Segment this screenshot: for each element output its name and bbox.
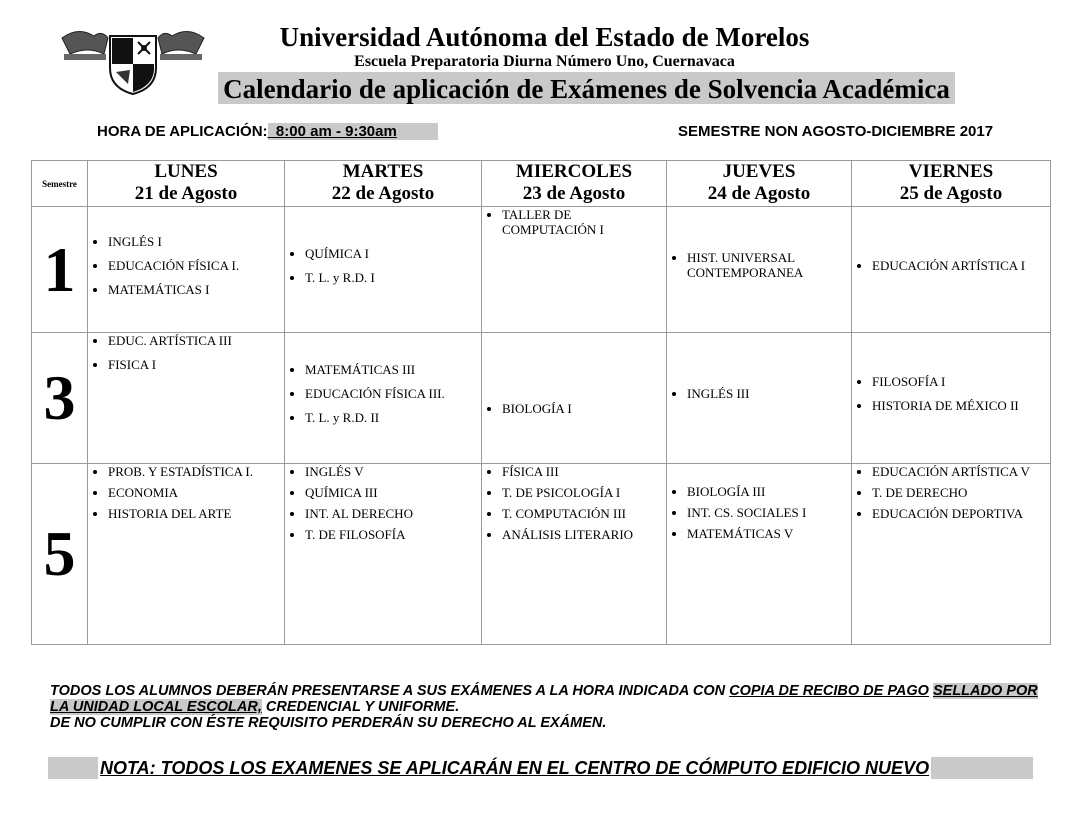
schedule-cell [667,333,852,464]
university-name: Universidad Autónoma del Estado de Morelos [279,22,810,52]
list-item: • BIOLOGÍA III [687,484,851,499]
semester-label: SEMESTRE NON AGOSTO-DICIEMBRE 2017 [678,123,994,140]
schedule-cell [852,333,1051,464]
list-item: • MATEMÁTICAS V [687,526,851,541]
list-item: • EDUCACIÓN FÍSICA I. [108,258,284,273]
table-row [32,333,1051,464]
nota-text: NOTA: TODOS LOS EXAMENES SE APLICARÁN EN EL CENTRO DE CÓMPUTO EDIFICIO NUEVO [100,758,930,778]
list-item: • T. DE PSICOLOGÍA I [502,485,666,500]
schedule-cell [667,207,852,333]
schedule-cell [88,207,285,333]
semester-header: Semestre [32,161,88,207]
list-item: • EDUCACIÓN ARTÍSTICA I [872,258,1050,273]
list-item: • INT. AL DERECHO [305,506,481,521]
schedule-cell [285,207,482,333]
list-item: • PROB. Y ESTADÍSTICA I. [108,464,284,479]
list-item: • QUÍMICA I [305,246,481,261]
schedule-cell [88,464,285,645]
schedule-cell [667,464,852,645]
schedule-cell [852,464,1051,645]
receipt-requirement: COPIA DE RECIBO DE PAGO [729,683,929,699]
nota-banner [48,757,1033,779]
schedule-cell [285,464,482,645]
list-item: • QUÍMICA III [305,485,481,500]
list-item: • INGLÉS I [108,234,284,249]
schedule-cell [482,207,667,333]
list-item: • BIOLOGÍA I [502,401,666,416]
list-item: • INT. CS. SOCIALES I [687,505,851,520]
list-item: • T. DE FILOSOFÍA [305,527,481,542]
list-item: • FISICA I [108,357,284,372]
semester-number: 3 [32,333,88,464]
requirements-notice: TODOS LOS ALUMNOS DEBERÁN PRESENTARSE A SUS EXÁMENES A LA HORA INDICADA CON COPIA DE RECIBO DE PAGO SELLADO POR LA UNIDAD LOCAL ESCOLAR, CREDENCIAL Y UNIFORME. DE NO CUMPLIR CON ÉSTE REQUISITO PERDERÁN SU DERECHO AL EXÁMEN. [50,683,1038,731]
list-item: • FILOSOFÍA I [872,374,1050,389]
list-item: • T. COMPUTACIÓN III [502,506,666,521]
list-item: • INGLÉS V [305,464,481,479]
semester-number: 5 [32,464,88,645]
list-item: • HIST. UNIVERSAL CONTEMPORANEA [687,250,851,280]
day-header-wednesday: MIERCOLES 23 de Agosto [482,161,667,207]
list-item: • INGLÉS III [687,386,851,401]
schedule-cell [852,207,1051,333]
day-header-tuesday: MARTES 22 de Agosto [285,161,482,207]
list-item: • HISTORIA DE MÉXICO II [872,398,1050,413]
day-header-monday: LUNES 21 de Agosto [88,161,285,207]
list-item: • T. L. y R.D. II [305,410,481,425]
table-header-row [32,161,1051,207]
list-item: • ANÁLISIS LITERARIO [502,527,666,542]
list-item: • EDUC. ARTÍSTICA III [108,333,284,348]
stamp-requirement: SELLADO POR LA UNIDAD LOCAL ESCOLAR, [50,683,1038,715]
list-item: • FÍSICA III [502,464,666,479]
list-item: • T. L. y R.D. I [305,270,481,285]
semester-number: 1 [32,207,88,333]
penalty-notice: DE NO CUMPLIR CON ÉSTE REQUISITO PERDERÁN SU DERECHO AL EXÁMEN. [50,715,607,731]
list-item: • MATEMÁTICAS III [305,362,481,377]
schedule-cell [482,464,667,645]
time-label: HORA DE APLICACIÓN: [97,123,268,140]
list-item: • MATEMÁTICAS I [108,282,284,297]
schedule-cell [482,333,667,464]
list-item: • EDUCACIÓN ARTÍSTICA V [872,464,1050,479]
schedule-cell [88,333,285,464]
list-item: • EDUCACIÓN DEPORTIVA [872,506,1050,521]
time-info [97,123,438,140]
school-name: Escuela Preparatoria Diurna Número Uno, Cuernavaca [354,53,735,70]
list-item: • ECONOMIA [108,485,284,500]
list-item: • HISTORIA DEL ARTE [108,506,284,521]
list-item: • T. DE DERECHO [872,485,1050,500]
exam-schedule-table [31,160,1051,645]
list-item: • TALLER DE COMPUTACIÓN I [502,207,666,237]
list-item: • EDUCACIÓN FÍSICA III. [305,386,481,401]
schedule-cell [285,333,482,464]
table-row [32,464,1051,645]
day-header-thursday: JUEVES 24 de Agosto [667,161,852,207]
table-row [32,207,1051,333]
time-value: 8:00 am - 9:30am [268,123,438,140]
day-header-friday: VIERNES 25 de Agosto [852,161,1051,207]
calendar-title: Calendario de aplicación de Exámenes de Solvencia Académica [218,72,955,104]
